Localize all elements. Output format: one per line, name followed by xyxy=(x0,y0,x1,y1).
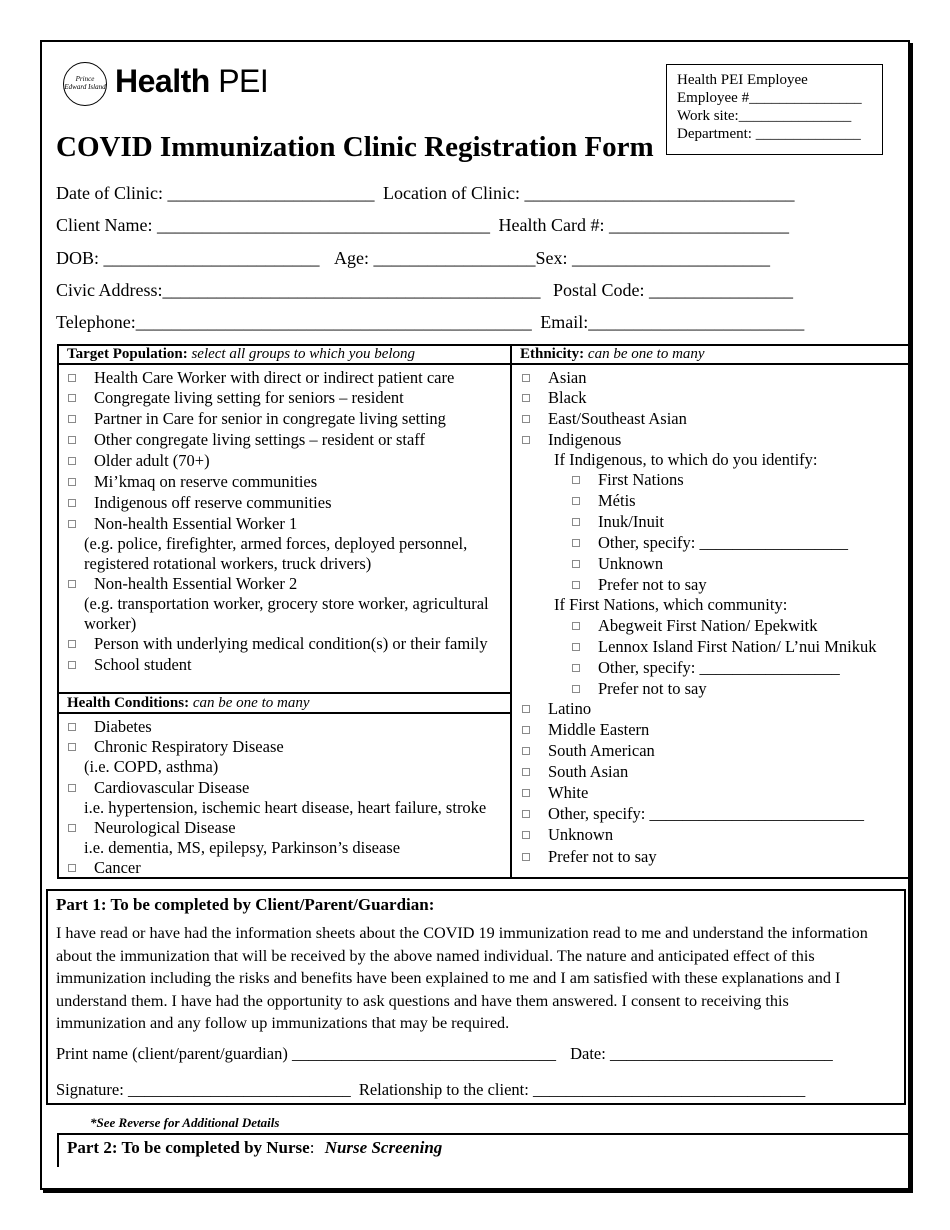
ethnicity-item-label: South Asian xyxy=(548,762,629,781)
target-population-title: Target Population: xyxy=(67,346,188,362)
checkbox-icon[interactable] xyxy=(522,747,530,755)
dob-field[interactable]: DOB: ________________________ xyxy=(56,248,320,268)
field-row-dob xyxy=(56,248,770,269)
essential-worker-1-note: (e.g. police, firefighter, armed forces, deployed personnel, xyxy=(84,534,468,553)
checkbox-icon[interactable] xyxy=(572,664,580,672)
target-item-other-congregate[interactable] xyxy=(68,430,425,450)
target-item-label: Person with underlying medical condition(s) or their family xyxy=(94,634,488,653)
checkbox-icon[interactable] xyxy=(522,789,530,797)
essential-worker-2-note: (e.g. transportation worker, grocery store worker, agricultural xyxy=(84,594,489,613)
ethnicity-divider xyxy=(510,363,910,365)
indigenous-option-label: Métis xyxy=(598,491,636,510)
ethnicity-item-label: East/Southeast Asian xyxy=(548,409,687,428)
condition-item-label: Cardiovascular Disease xyxy=(94,778,250,797)
condition-item-cancer[interactable] xyxy=(68,858,141,878)
health-pei-logo xyxy=(115,63,268,100)
community-option-label: Prefer not to say xyxy=(598,679,707,698)
part2-title: Part 2: To be completed by Nurse xyxy=(67,1138,310,1157)
civic-address-field[interactable]: Civic Address:__________________________________________ xyxy=(56,280,541,300)
checkbox-icon[interactable] xyxy=(68,824,76,832)
health-conditions-divider xyxy=(57,712,512,714)
target-item-label: Health Care Worker with direct or indirect patient care xyxy=(94,368,455,387)
sex-field[interactable]: Sex: ______________________ xyxy=(535,248,771,268)
ethnicity-item-label: Prefer not to say xyxy=(548,847,657,866)
community-option-label: Abegweit First Nation/ Epekwitk xyxy=(598,616,818,635)
target-item-label: Mi’kmaq on reserve communities xyxy=(94,472,318,491)
condition-item-label: Neurological Disease xyxy=(94,818,236,837)
field-row-contact xyxy=(56,312,804,333)
target-item-health-care-worker[interactable] xyxy=(68,368,454,388)
part2-heading xyxy=(67,1138,442,1158)
checkbox-icon[interactable] xyxy=(522,726,530,734)
ethnicity-item-middle-eastern[interactable] xyxy=(522,720,649,740)
target-item-label: Congregate living setting for seniors – resident xyxy=(94,388,404,407)
print-name-field[interactable]: Print name (client/parent/guardian) ________________________________ xyxy=(56,1044,556,1063)
indigenous-option-label: Other, specify: __________________ xyxy=(598,533,849,552)
ethnicity-item-indigenous[interactable] xyxy=(522,430,621,450)
checkbox-icon[interactable] xyxy=(572,497,580,505)
ethnicity-item-black[interactable] xyxy=(522,388,587,408)
pei-seal-logo: Prince Edward Island xyxy=(63,62,107,106)
checkbox-icon[interactable] xyxy=(522,374,530,382)
condition-item-label: Diabetes xyxy=(94,717,152,736)
target-item-mikmaq[interactable] xyxy=(68,472,317,492)
checkbox-icon[interactable] xyxy=(522,394,530,402)
indigenous-option-label: Inuk/Inuit xyxy=(598,512,664,531)
checkbox-icon[interactable] xyxy=(572,581,580,589)
condition-item-respiratory[interactable] xyxy=(68,737,284,757)
essential-worker-1-note-cont: registered rotational workers, truck drivers) xyxy=(84,554,372,573)
condition-item-diabetes[interactable] xyxy=(68,717,152,737)
checkbox-icon[interactable] xyxy=(522,415,530,423)
target-item-label: Non-health Essential Worker 1 xyxy=(94,514,298,533)
community-option-lennox-island[interactable] xyxy=(572,637,877,657)
part2-colon: : xyxy=(309,1138,315,1157)
ethnicity-item-east-southeast-asian[interactable] xyxy=(522,409,687,429)
checkbox-icon[interactable] xyxy=(68,478,76,486)
checkbox-icon[interactable] xyxy=(572,685,580,693)
indigenous-option-other[interactable] xyxy=(572,533,848,553)
indigenous-question: If Indigenous, to which do you identify: xyxy=(554,450,818,469)
checkbox-icon[interactable] xyxy=(572,539,580,547)
indigenous-option-metis[interactable] xyxy=(572,491,636,511)
employee-box-heading: Health PEI Employee xyxy=(677,72,808,88)
postal-code-field[interactable]: Postal Code: ________________ xyxy=(553,280,794,300)
ethnicity-item-south-american[interactable] xyxy=(522,741,655,761)
ethnicity-heading xyxy=(520,346,705,363)
target-item-label: Other congregate living settings – resident or staff xyxy=(94,430,425,449)
checkbox-icon[interactable] xyxy=(68,436,76,444)
indigenous-option-label: Unknown xyxy=(598,554,664,573)
neurological-note: i.e. dementia, MS, epilepsy, Parkinson’s disease xyxy=(84,838,401,857)
ethnicity-item-latino[interactable] xyxy=(522,699,591,719)
ethnicity-item-label: Other, specify: __________________________ xyxy=(548,804,865,823)
first-nations-question: If First Nations, which community: xyxy=(554,595,788,614)
employee-number-field[interactable]: Employee #_______________ xyxy=(677,90,862,106)
target-item-label: Indigenous off reserve communities xyxy=(94,493,332,512)
health-conditions-title: Health Conditions: xyxy=(67,695,190,711)
ethnicity-item-label: Asian xyxy=(548,368,587,387)
indigenous-option-label: Prefer not to say xyxy=(598,575,707,594)
checkbox-icon[interactable] xyxy=(572,560,580,568)
target-population-subtitle: select all groups to which you belong xyxy=(191,346,416,362)
checkbox-icon[interactable] xyxy=(522,768,530,776)
indigenous-option-unknown[interactable] xyxy=(572,554,663,574)
checkbox-icon[interactable] xyxy=(68,784,76,792)
checkbox-icon[interactable] xyxy=(572,476,580,484)
checkbox-icon[interactable] xyxy=(68,374,76,382)
condition-item-label: Cancer xyxy=(94,858,141,877)
signature-field[interactable]: Signature: ___________________________ xyxy=(56,1080,351,1099)
department-field[interactable]: Department: ______________ xyxy=(677,126,861,142)
ethnicity-item-prefer-not[interactable] xyxy=(522,847,657,867)
condition-item-neurological[interactable] xyxy=(68,818,236,838)
consent-date-field[interactable]: Date: ___________________________ xyxy=(570,1044,833,1063)
checkbox-icon[interactable] xyxy=(68,415,76,423)
checkbox-icon[interactable] xyxy=(572,518,580,526)
health-card-field[interactable]: Health Card #: ____________________ xyxy=(498,215,789,235)
target-item-school-student[interactable] xyxy=(68,655,192,675)
ethnicity-item-south-asian[interactable] xyxy=(522,762,628,782)
target-item-medical-condition[interactable] xyxy=(68,634,488,654)
essential-worker-2-note-cont: worker) xyxy=(84,614,137,633)
ethnicity-item-asian[interactable] xyxy=(522,368,587,388)
email-field[interactable]: Email:________________________ xyxy=(540,312,805,332)
checkbox-icon[interactable] xyxy=(68,499,76,507)
target-item-seniors-resident[interactable] xyxy=(68,388,404,408)
community-option-abegweit[interactable] xyxy=(572,616,818,636)
age-field[interactable]: Age: __________________ xyxy=(334,248,536,268)
target-item-label: Older adult (70+) xyxy=(94,451,210,470)
target-item-label: Partner in Care for senior in congregate living setting xyxy=(94,409,446,428)
ethnicity-item-label: White xyxy=(548,783,589,802)
checkbox-icon[interactable] xyxy=(68,864,76,872)
print-name-row xyxy=(56,1044,833,1064)
cardiovascular-note: i.e. hypertension, ischemic heart disease, heart failure, stroke xyxy=(84,798,487,817)
target-item-partner-in-care[interactable] xyxy=(68,409,446,429)
target-item-essential-worker-2[interactable] xyxy=(68,574,297,594)
ethnicity-subtitle: can be one to many xyxy=(587,346,705,362)
target-population-divider xyxy=(57,363,512,365)
location-of-clinic-field[interactable]: Location of Clinic: ______________________________ xyxy=(382,183,795,203)
indigenous-option-prefer-not[interactable] xyxy=(572,575,707,595)
ethnicity-title: Ethnicity: xyxy=(520,346,585,362)
work-site-field[interactable]: Work site:_______________ xyxy=(677,108,852,124)
checkbox-icon[interactable] xyxy=(68,640,76,648)
condition-item-cardiovascular[interactable] xyxy=(68,778,249,798)
ethnicity-item-label: Indigenous xyxy=(548,430,622,449)
ethnicity-item-label: Middle Eastern xyxy=(548,720,650,739)
field-row-clinic xyxy=(56,183,794,204)
ethnicity-item-white[interactable] xyxy=(522,783,588,803)
client-name-field[interactable]: Client Name: _____________________________________ xyxy=(56,215,490,235)
target-item-essential-worker-1[interactable] xyxy=(68,514,297,534)
field-row-address xyxy=(56,280,793,301)
checkbox-icon[interactable] xyxy=(68,580,76,588)
ethnicity-item-unknown[interactable] xyxy=(522,825,613,845)
community-option-label: Other, specify: _________________ xyxy=(598,658,840,677)
indigenous-option-inuk[interactable] xyxy=(572,512,664,532)
ethnicity-item-label: South American xyxy=(548,741,655,760)
checkbox-icon[interactable] xyxy=(68,457,76,465)
logo-pei-text: PEI xyxy=(218,63,269,99)
field-row-client xyxy=(56,215,789,236)
consent-text: I have read or have had the information sheets about the COVID 19 immunization read to me and understand the information about the immunization that will be received by the above named individual. The nature and anticipated effect of this immunization including the risks and benefits have been explained to me and I am satisfied with these explanations and I understand them. I have had the opportunity to ask questions and have them answered. I consent to receiving this immunization and any follow up immunizations that may be required. xyxy=(56,924,868,1032)
checkbox-icon[interactable] xyxy=(68,723,76,731)
target-item-indigenous-off-reserve[interactable] xyxy=(68,493,332,513)
community-option-prefer-not[interactable] xyxy=(572,679,707,699)
condition-item-label: Chronic Respiratory Disease xyxy=(94,737,284,756)
respiratory-note: (i.e. COPD, asthma) xyxy=(84,757,219,776)
checkbox-icon[interactable] xyxy=(68,520,76,528)
signature-row xyxy=(56,1080,805,1100)
employee-info-box xyxy=(666,64,883,155)
checkbox-icon[interactable] xyxy=(68,743,76,751)
checkbox-icon[interactable] xyxy=(522,810,530,818)
health-conditions-subtitle: can be one to many xyxy=(192,695,310,711)
ethnicity-item-label: Unknown xyxy=(548,825,614,844)
ethnicity-item-label: Black xyxy=(548,388,587,407)
date-of-clinic-field[interactable]: Date of Clinic: _______________________ xyxy=(56,183,375,203)
ethnicity-item-other[interactable] xyxy=(522,804,864,824)
target-population-heading xyxy=(67,346,415,363)
checkbox-icon[interactable] xyxy=(522,853,530,861)
relationship-field[interactable]: Relationship to the client: _________________________________ xyxy=(358,1080,806,1099)
checkbox-icon[interactable] xyxy=(68,661,76,669)
indigenous-option-label: First Nations xyxy=(598,470,684,489)
checkbox-icon[interactable] xyxy=(572,622,580,630)
page-title: COVID Immunization Clinic Registration Form xyxy=(56,131,654,163)
checkbox-icon[interactable] xyxy=(522,436,530,444)
checkbox-icon[interactable] xyxy=(68,394,76,402)
logo-health-text: Health xyxy=(115,63,210,99)
indigenous-option-first-nations[interactable] xyxy=(572,470,684,490)
target-item-label: Non-health Essential Worker 2 xyxy=(94,574,298,593)
checkbox-icon[interactable] xyxy=(572,643,580,651)
target-item-label: School student xyxy=(94,655,192,674)
checkbox-icon[interactable] xyxy=(522,831,530,839)
health-conditions-heading xyxy=(67,695,310,712)
ethnicity-item-label: Latino xyxy=(548,699,592,718)
part1-title: Part 1: To be completed by Client/Parent/Guardian: xyxy=(56,895,435,914)
target-item-older-adult[interactable] xyxy=(68,451,210,471)
part2-subtitle: Nurse Screening xyxy=(324,1138,443,1157)
community-option-other[interactable] xyxy=(572,658,840,678)
checkbox-icon[interactable] xyxy=(522,705,530,713)
reverse-note: *See Reverse for Additional Details xyxy=(90,1115,280,1130)
community-option-label: Lennox Island First Nation/ L’nui Mnikuk xyxy=(598,637,877,656)
telephone-field[interactable]: Telephone:____________________________________________ xyxy=(56,312,532,332)
